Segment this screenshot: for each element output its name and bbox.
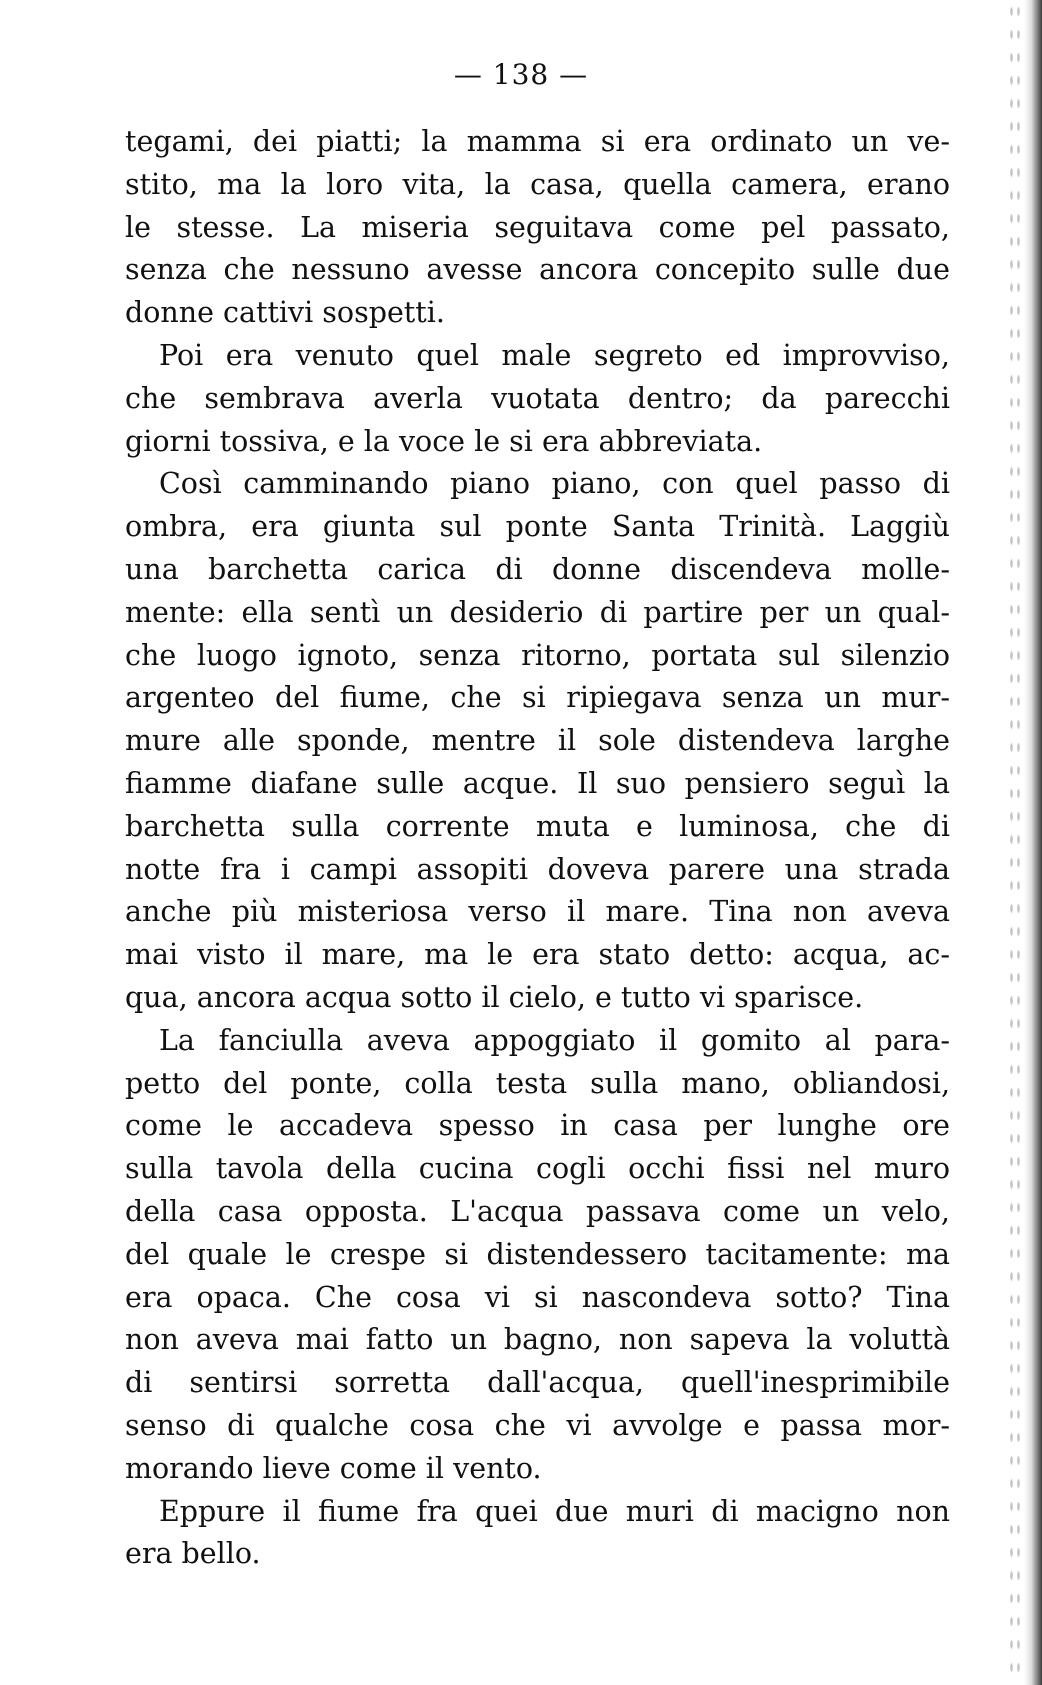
- page-number: — 138 —: [453, 58, 589, 91]
- text-line: senso di qualche cosa che vi avvolge e passa mor-: [125, 1408, 950, 1442]
- text-line: tegami, dei piatti; la mamma si era ordinato un ve-: [125, 125, 950, 158]
- text-line: notte fra i campi assopiti doveva parere una strada: [125, 852, 950, 886]
- text-line: che luogo ignoto, senza ritorno, portata sul silenzio: [125, 638, 950, 672]
- text-line: era opaca. Che cosa vi si nascondeva sotto? Tina: [125, 1280, 950, 1314]
- page-binding-edge: [1024, 0, 1042, 1685]
- text-line: come le accadeva spesso in casa per lunghe ore: [125, 1109, 950, 1143]
- text-line: petto del ponte, colla testa sulla mano, obliandosi,: [125, 1066, 950, 1100]
- text-line: mente: ella sentì un desiderio di partire per un qual-: [125, 595, 950, 629]
- text-line: sulla tavola della cucina cogli occhi fissi nel muro: [125, 1152, 950, 1186]
- text-line: mai visto il mare, ma le era stato detto: acqua, ac-: [125, 938, 950, 972]
- text-line: una barchetta carica di donne discendeva molle-: [125, 552, 950, 586]
- text-line: Così camminando piano piano, con quel passo di: [159, 467, 950, 501]
- text-line: mure alle sponde, mentre il sole distendeva larghe: [125, 724, 950, 758]
- text-line: Poi era venuto quel male segreto ed improvviso,: [159, 338, 950, 372]
- text-line: della casa opposta. L'acqua passava come un velo,: [125, 1194, 950, 1228]
- text-line: Eppure il fiume fra quei due muri di macigno non: [159, 1494, 950, 1528]
- body-text: [125, 121, 950, 1576]
- text-line: senza che nessuno avesse ancora concepito sulle due: [125, 253, 950, 287]
- text-line: giorni tossiva, e la voce le si era abbreviata.: [125, 424, 763, 458]
- text-line: di sentirsi sorretta dall'acqua, quell'inesprimibile: [125, 1366, 950, 1400]
- text-line: ombra, era giunta sul ponte Santa Trinità. Laggiù: [125, 510, 950, 544]
- text-line: qua, ancora acqua sotto il cielo, e tutto vi sparisce.: [125, 980, 864, 1014]
- binding-speckles: [1008, 0, 1022, 1685]
- text-line: le stesse. La miseria seguitava come pel passato,: [125, 210, 950, 244]
- text-line: non aveva mai fatto un bagno, non sapeva la voluttà: [125, 1323, 950, 1357]
- text-line: La fanciulla aveva appoggiato il gomito al para-: [159, 1023, 950, 1057]
- text-line: donne cattivi sospetti.: [125, 296, 445, 330]
- text-line: morando lieve come il vento.: [125, 1451, 542, 1485]
- text-line: anche più misteriosa verso il mare. Tina non aveva: [125, 895, 950, 929]
- text-line: argenteo del fiume, che si ripiegava senza un mur-: [125, 681, 950, 715]
- text-line: stito, ma la loro vita, la casa, quella camera, erano: [125, 167, 950, 201]
- text-line: barchetta sulla corrente muta e luminosa, che di: [125, 809, 950, 843]
- text-line: che sembrava averla vuotata dentro; da parecchi: [125, 381, 950, 415]
- text-line: fiamme diafane sulle acque. Il suo pensiero seguì la: [125, 766, 950, 800]
- text-line: era bello.: [125, 1537, 261, 1571]
- text-line: del quale le crespe si distendessero tacitamente: ma: [125, 1237, 950, 1271]
